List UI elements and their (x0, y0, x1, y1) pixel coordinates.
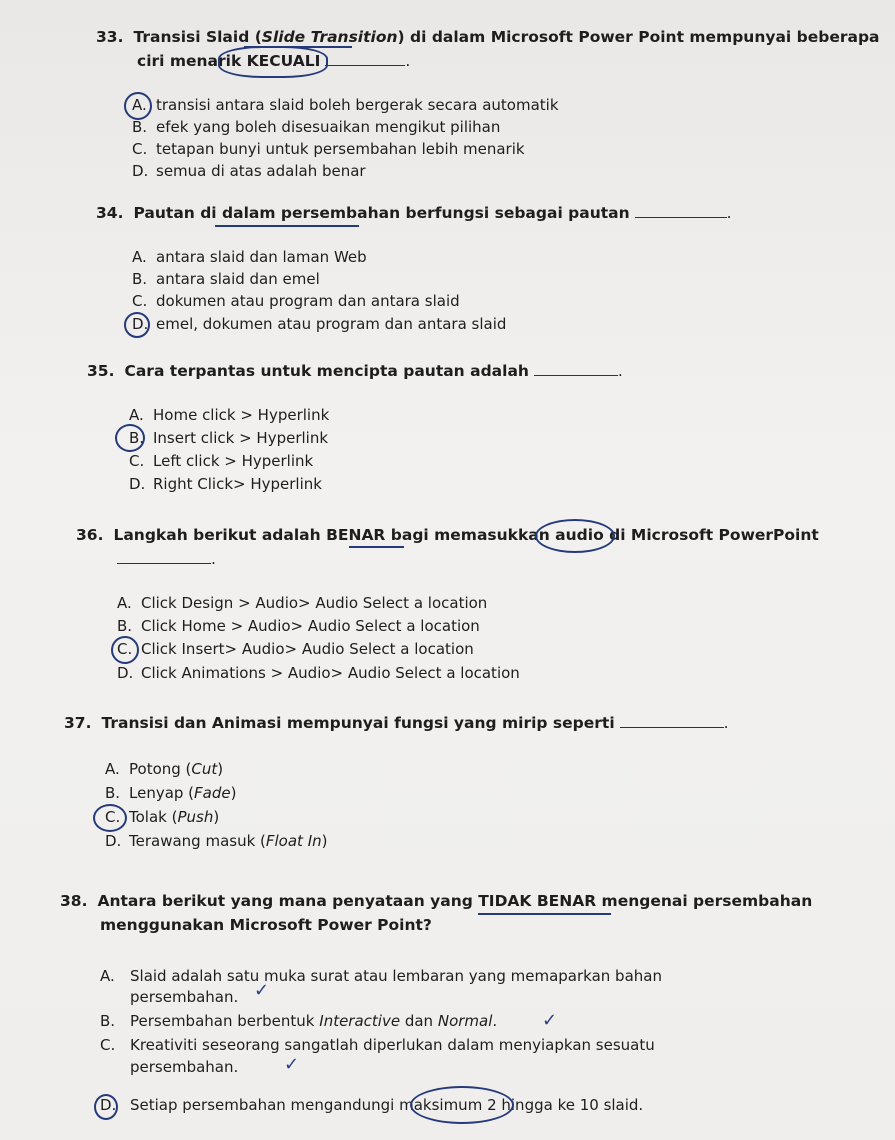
question-37-option-b: B. Lenyap (Fade) (105, 784, 237, 802)
question-38-option-b: B. Persembahan berbentuk Interactive dan Normal. (100, 1012, 498, 1030)
question-37-option-c: C. Tolak (Push) (105, 808, 220, 826)
question-37-option-a: A. Potong (Cut) (105, 760, 224, 778)
check-mark-icon: ✓ (284, 1054, 300, 1075)
question-35-option-b: B. Insert click > Hyperlink (129, 429, 329, 447)
question-33-stem-line2: ciri menarik KECUALI . (137, 52, 411, 70)
question-34-underline (215, 225, 359, 227)
question-34-option-d: D. emel, dokumen atau program dan antara slaid (132, 315, 507, 333)
question-34-option-a: A. antara slaid dan laman Web (132, 248, 367, 266)
question-35-option-d: D. Right Click> Hyperlink (129, 475, 322, 493)
question-38-stem: 38. Antara berikut yang mana penyataan yang TIDAK BENAR mengenai persembahan (60, 892, 813, 910)
check-mark-icon: ✓ (254, 980, 270, 1001)
question-38-option-c-line2: persembahan. (130, 1058, 239, 1076)
question-33-stem: 33. Transisi Slaid (Slide Transition) di dalam Microsoft Power Point mempunyai beberapa (96, 28, 880, 46)
question-33-option-b: B. efek yang boleh disesuaikan mengikut pilihan (132, 118, 501, 136)
question-38-option-d: D. Setiap persembahan mengandungi maksimum 2 hingga ke 10 slaid. (100, 1096, 644, 1114)
question-36-option-d: D. Click Animations > Audio> Audio Select a location (117, 664, 520, 682)
question-35-option-c: C. Left click > Hyperlink (129, 452, 314, 470)
question-34-option-b: B. antara slaid dan emel (132, 270, 320, 288)
question-36-stem: 36. Langkah berikut adalah BENAR bagi memasukkan audio di Microsoft PowerPoint (76, 526, 819, 544)
tidak-benar-underline (478, 913, 611, 915)
question-37-option-d: D. Terawang masuk (Float In) (105, 832, 328, 850)
question-33-option-d: D. semua di atas adalah benar (132, 162, 366, 180)
slide-transition-underline (244, 46, 352, 48)
question-38-option-c: C. Kreativiti seseorang sangatlah diperlukan dalam menyiapkan sesuatu (100, 1036, 655, 1054)
check-mark-icon: ✓ (542, 1010, 558, 1031)
question-36-blank: . (117, 548, 216, 570)
question-36-option-c: C. Click Insert> Audio> Audio Select a location (117, 640, 474, 658)
question-36-option-a: A. Click Design > Audio> Audio Select a location (117, 594, 488, 612)
question-38-option-a-line2: persembahan. (130, 988, 239, 1006)
question-35-stem: 35. Cara terpantas untuk mencipta pautan adalah . (87, 362, 623, 380)
question-38-stem-line2: menggunakan Microsoft Power Point? (100, 916, 432, 934)
question-33-option-a: A. transisi antara slaid boleh bergerak secara automatik (132, 96, 559, 114)
question-35-option-a: A. Home click > Hyperlink (129, 406, 330, 424)
question-34-option-c: C. dokumen atau program dan antara slaid (132, 292, 460, 310)
question-38-option-a: A. Slaid adalah satu muka surat atau lembaran yang memaparkan bahan (100, 967, 662, 985)
question-33-option-c: C. tetapan bunyi untuk persembahan lebih menarik (132, 140, 525, 158)
benar-underline (349, 546, 404, 548)
question-37-stem: 37. Transisi dan Animasi mempunyai fungsi yang mirip seperti . (64, 714, 729, 732)
question-34-stem: 34. Pautan di dalam persembahan berfungsi sebagai pautan . (96, 204, 732, 222)
question-36-option-b: B. Click Home > Audio> Audio Select a location (117, 617, 480, 635)
